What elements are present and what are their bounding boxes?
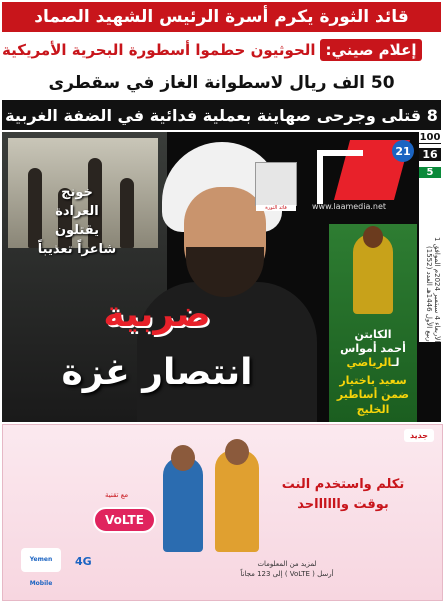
headline-3-text: 50 الف ريال لاسطوانة الغاز في سقطرى — [48, 73, 395, 93]
4g-label: 4G — [75, 555, 92, 568]
issue-box — [419, 132, 441, 232]
portrait-caption: قائد الثورة — [256, 205, 296, 211]
sport-headline-1 — [329, 328, 417, 369]
leader-portrait — [255, 162, 297, 211]
ad-info — [232, 560, 342, 580]
side-headline — [22, 184, 132, 259]
sport-t1-prefix: لـ — [391, 355, 400, 369]
ad-main-line-2: بوقت وااااااحد — [297, 496, 389, 512]
ad-main-text — [268, 475, 418, 514]
ad-new-tag: جديد — [404, 429, 434, 442]
side-line-2: العرادة — [55, 203, 99, 219]
headline-4 — [2, 100, 441, 130]
side-line-1: خونج — [61, 185, 93, 200]
sport-t1-line-1: الكابتن — [354, 328, 392, 341]
newspaper-logo[interactable] — [302, 140, 422, 220]
cover-story — [2, 132, 441, 422]
sport-t1-line-2: أحمد أمواس — [340, 341, 406, 355]
side-line-3: يقتلون — [54, 222, 100, 238]
ad-people-photo — [153, 445, 273, 555]
dateline: الأربعاء 4 سبتمبر 2024م الموافق 1 ربيع الأول 1446هـ العدد (1552) — [419, 232, 441, 342]
yemen-mobile-logo: Yemen Mobile — [21, 548, 61, 572]
sport-t2-line-2: ضمن أساطير — [336, 388, 410, 402]
price-label: 5 — [419, 167, 441, 178]
sport-t1-line-3 — [329, 356, 417, 370]
headline-3 — [2, 68, 441, 98]
side-line-4: شاعراً تعذيباً — [37, 241, 117, 257]
sport-t2-line-3: الخليج — [356, 402, 390, 416]
ad-main-line-1: تكلم واستخدم النت — [281, 477, 405, 492]
volte-badge: VoLTE — [93, 507, 156, 533]
sport-teaser[interactable] — [329, 224, 417, 422]
main-headline-red: ضربية — [103, 294, 211, 335]
logo-website: www.laamedia.net — [312, 202, 387, 211]
headline-2-text: الحوثيون حطموا أسطورة البحرية الأمريكية — [2, 41, 316, 59]
headline-4-text: 8 قتلى وجرحى صهاينة بعملية فدائية في الضفة الغربية — [5, 105, 438, 125]
issue-number: 100 — [419, 132, 441, 143]
sport-headline-2 — [329, 374, 417, 417]
headline-1-text: قائد الثورة يكرم أسرة الرئيس الشهيد الصماد — [34, 7, 409, 27]
ad-with-tech: مع تقنية — [105, 491, 129, 499]
main-headline-white: انتصار غزة — [61, 352, 253, 393]
page-count: 16 — [419, 148, 441, 161]
headline-2-tag: إعلام صيني: — [320, 39, 423, 61]
ad-info-line-2: أرسل ( VoLTE ) إلى 123 مجاناً — [240, 570, 334, 579]
ad-info-line-1: لمزيد من المعلومات — [257, 560, 317, 569]
headline-2 — [2, 34, 441, 66]
advertisement-banner[interactable] — [2, 424, 443, 601]
logo-number-badge: 21 — [392, 140, 414, 162]
sport-t1-highlight: الرياضي — [346, 355, 392, 369]
headline-1 — [2, 2, 441, 32]
sport-t2-line-1: سعيد باختيار — [339, 374, 407, 387]
